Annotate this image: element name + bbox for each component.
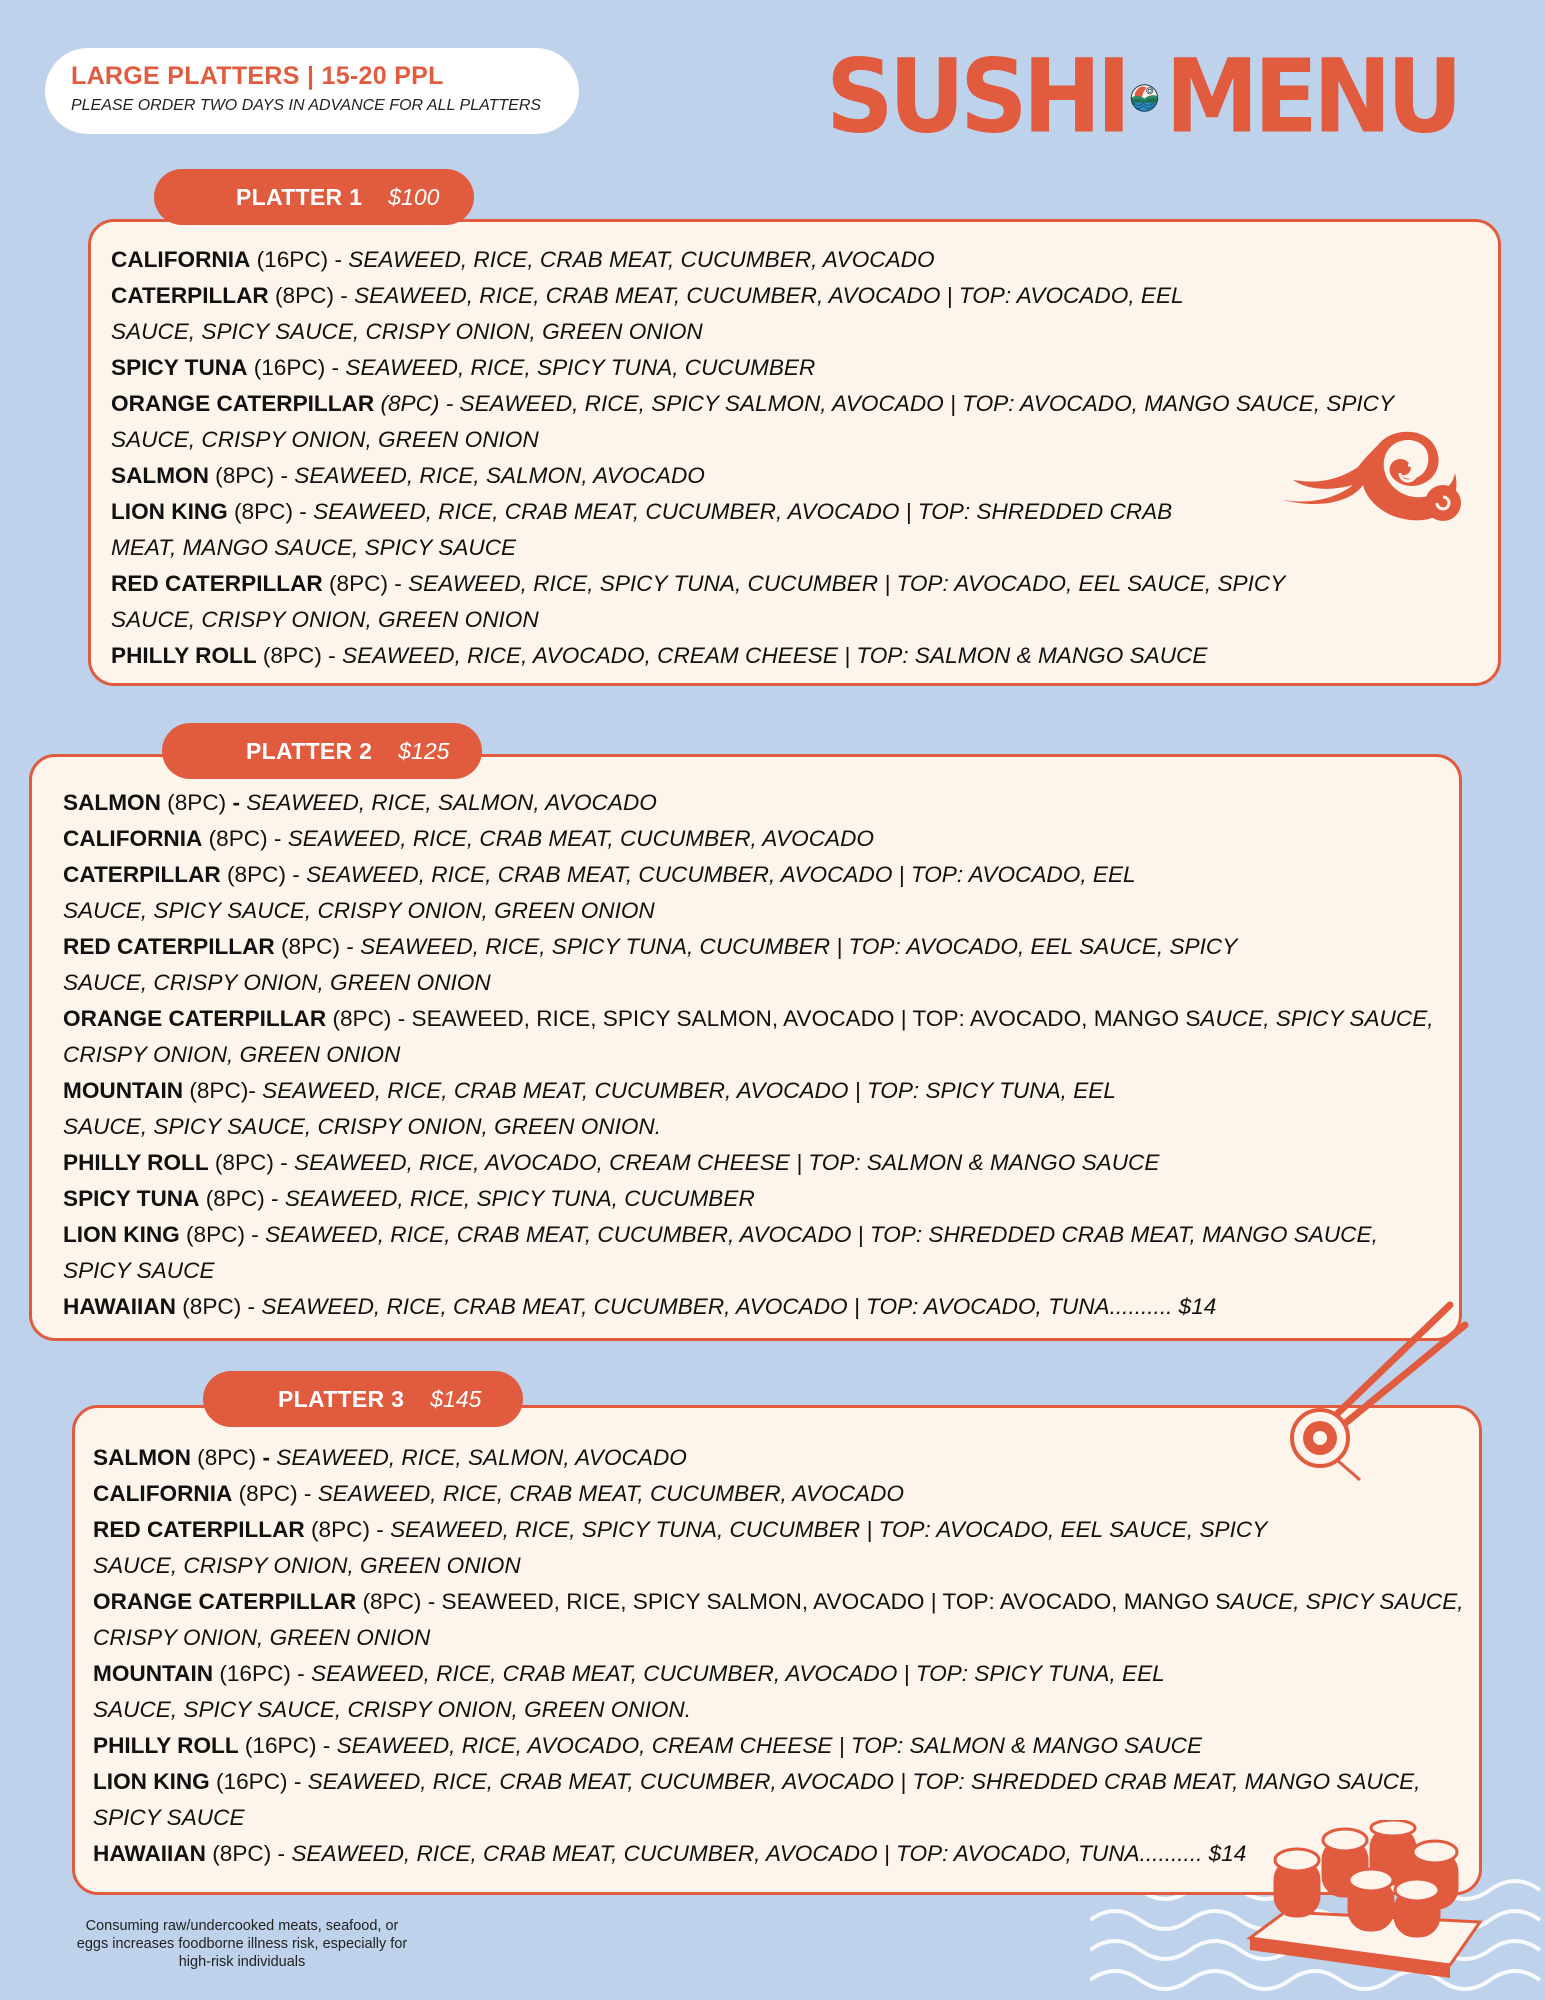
menu-line: SAUCE, SPICY SAUCE, CRISPY ONION, GREEN ONION. [63,1114,662,1139]
menu-line: ORANGE CATERPILLAR (8PC) - SEAWEED, RICE, SPICY SALMON, AVOCADO | TOP: AVOCADO, MANGO SAUCE, SPICY SAUCE, [93,1589,1464,1614]
sushi-board-icon [1245,1820,1490,1985]
menu-line: CRISPY ONION, GREEN ONION [63,1042,401,1067]
menu-line: SALMON (8PC) - SEAWEED, RICE, SALMON, AVOCADO [63,790,657,815]
header-note: PLEASE ORDER TWO DAYS IN ADVANCE FOR ALL PLATTERS [71,97,542,114]
header-title: LARGE PLATTERS | 15-20 PPL [71,62,444,90]
header-banner [45,48,579,134]
menu-line: MOUNTAIN (8PC)- SEAWEED, RICE, CRAB MEAT, CUCUMBER, AVOCADO | TOP: SPICY TUNA, EEL [63,1078,1116,1103]
menu-line: SAUCE, SPICY SAUCE, CRISPY ONION, GREEN ONION. [93,1697,692,1722]
logo-word-right: MENU [1165,38,1458,157]
menu-line: SAUCE, SPICY SAUCE, CRISPY ONION, GREEN ONION [63,898,655,923]
wave-swirl-icon [1283,425,1473,540]
menu-line: MOUNTAIN (16PC) - SEAWEED, RICE, CRAB MEAT, CUCUMBER, AVOCADO | TOP: SPICY TUNA, EEL [93,1661,1165,1686]
wave-mountain-emblem-icon [1130,38,1159,158]
menu-line: CATERPILLAR (8PC) - SEAWEED, RICE, CRAB MEAT, CUCUMBER, AVOCADO | TOP: AVOCADO, EEL [111,283,1184,308]
menu-line: CATERPILLAR (8PC) - SEAWEED, RICE, CRAB MEAT, CUCUMBER, AVOCADO | TOP: AVOCADO, EEL [63,862,1136,887]
menu-line: RED CATERPILLAR (8PC) - SEAWEED, RICE, SPICY TUNA, CUCUMBER | TOP: AVOCADO, EEL SAUCE, SPICY [111,571,1286,596]
menu-line: SPICY TUNA (16PC) - SEAWEED, RICE, SPICY TUNA, CUCUMBER [111,355,816,380]
platter-1-items [111,242,1394,674]
menu-line: LION KING (16PC) - SEAWEED, RICE, CRAB MEAT, CUCUMBER, AVOCADO | TOP: SHREDDED CRAB MEAT, MANGO SAUCE, [93,1769,1421,1794]
menu-line: SPICY SAUCE [93,1805,245,1830]
menu-line: CRISPY ONION, GREEN ONION [93,1625,431,1650]
platter-3-price: $145 [430,1385,482,1412]
platter-3-items [93,1440,1464,1872]
menu-line: HAWAIIAN (8PC) - SEAWEED, RICE, CRAB MEAT, CUCUMBER, AVOCADO | TOP: AVOCADO, TUNA.......... $14 [93,1841,1247,1866]
platter-3-name: PLATTER 3 [278,1385,405,1412]
platter-1-name: PLATTER 1 [236,183,363,210]
platter-2-price: $125 [398,737,450,764]
menu-line: ORANGE CATERPILLAR (8PC) - SEAWEED, RICE, SPICY SALMON, AVOCADO | TOP: AVOCADO, MANGO SAUCE, SPICY [111,391,1395,416]
platter-2-name: PLATTER 2 [246,737,373,764]
logo-word-left: SUSHI [826,38,1127,157]
raw-food-disclaimer: Consuming raw/undercooked meats, seafood, or eggs increases foodborne illness risk, especially for high-risk individuals [76,1918,408,1970]
menu-line: CALIFORNIA (16PC) - SEAWEED, RICE, CRAB MEAT, CUCUMBER, AVOCADO [111,247,935,272]
menu-line: PHILLY ROLL (16PC) - SEAWEED, RICE, AVOCADO, CREAM CHEESE | TOP: SALMON & MANGO SAUCE [93,1733,1203,1758]
menu-line: RED CATERPILLAR (8PC) - SEAWEED, RICE, SPICY TUNA, CUCUMBER | TOP: AVOCADO, EEL SAUCE, SPICY [63,934,1238,959]
menu-line: SPICY TUNA (8PC) - SEAWEED, RICE, SPICY TUNA, CUCUMBER [63,1186,755,1211]
menu-line: SALMON (8PC) - SEAWEED, RICE, SALMON, AVOCADO [111,463,705,488]
menu-line: LION KING (8PC) - SEAWEED, RICE, CRAB MEAT, CUCUMBER, AVOCADO | TOP: SHREDDED CRAB [111,499,1173,524]
menu-line: SAUCE, CRISPY ONION, GREEN ONION [93,1553,521,1578]
menu-line: SAUCE, CRISPY ONION, GREEN ONION [111,607,539,632]
platter-3-tab [203,1371,523,1427]
menu-line: SAUCE, CRISPY ONION, GREEN ONION [63,970,491,995]
platter-1-tab [154,169,474,225]
menu-line: SAUCE, SPICY SAUCE, CRISPY ONION, GREEN ONION [111,319,703,344]
menu-line: MEAT, MANGO SAUCE, SPICY SAUCE [111,535,517,560]
platter-1-price: $100 [388,183,440,210]
platter-2-card [29,754,1462,1341]
menu-line: PHILLY ROLL (8PC) - SEAWEED, RICE, AVOCADO, CREAM CHEESE | TOP: SALMON & MANGO SAUCE [63,1150,1160,1175]
platter-2-tab [162,723,482,779]
menu-line: SALMON (8PC) - SEAWEED, RICE, SALMON, AVOCADO [93,1445,687,1470]
platter-2-items [63,785,1434,1325]
chopsticks-sushi-icon [1275,1300,1475,1485]
menu-line: RED CATERPILLAR (8PC) - SEAWEED, RICE, SPICY TUNA, CUCUMBER | TOP: AVOCADO, EEL SAUCE, SPICY [93,1517,1268,1542]
menu-line: PHILLY ROLL (8PC) - SEAWEED, RICE, AVOCADO, CREAM CHEESE | TOP: SALMON & MANGO SAUCE [111,643,1208,668]
menu-line: ORANGE CATERPILLAR (8PC) - SEAWEED, RICE, SPICY SALMON, AVOCADO | TOP: AVOCADO, MANGO SAUCE, SPICY SAUCE, [63,1006,1434,1031]
sushi-menu-logo [826,38,1458,157]
menu-line: CALIFORNIA (8PC) - SEAWEED, RICE, CRAB MEAT, CUCUMBER, AVOCADO [63,826,874,851]
menu-line: SAUCE, CRISPY ONION, GREEN ONION [111,427,539,452]
menu-line: LION KING (8PC) - SEAWEED, RICE, CRAB MEAT, CUCUMBER, AVOCADO | TOP: SHREDDED CRAB MEAT, MANGO SAUCE, [63,1222,1378,1247]
menu-line: HAWAIIAN (8PC) - SEAWEED, RICE, CRAB MEAT, CUCUMBER, AVOCADO | TOP: AVOCADO, TUNA.......... $14 [63,1294,1217,1319]
menu-line: SPICY SAUCE [63,1258,215,1283]
menu-line: CALIFORNIA (8PC) - SEAWEED, RICE, CRAB MEAT, CUCUMBER, AVOCADO [93,1481,904,1506]
